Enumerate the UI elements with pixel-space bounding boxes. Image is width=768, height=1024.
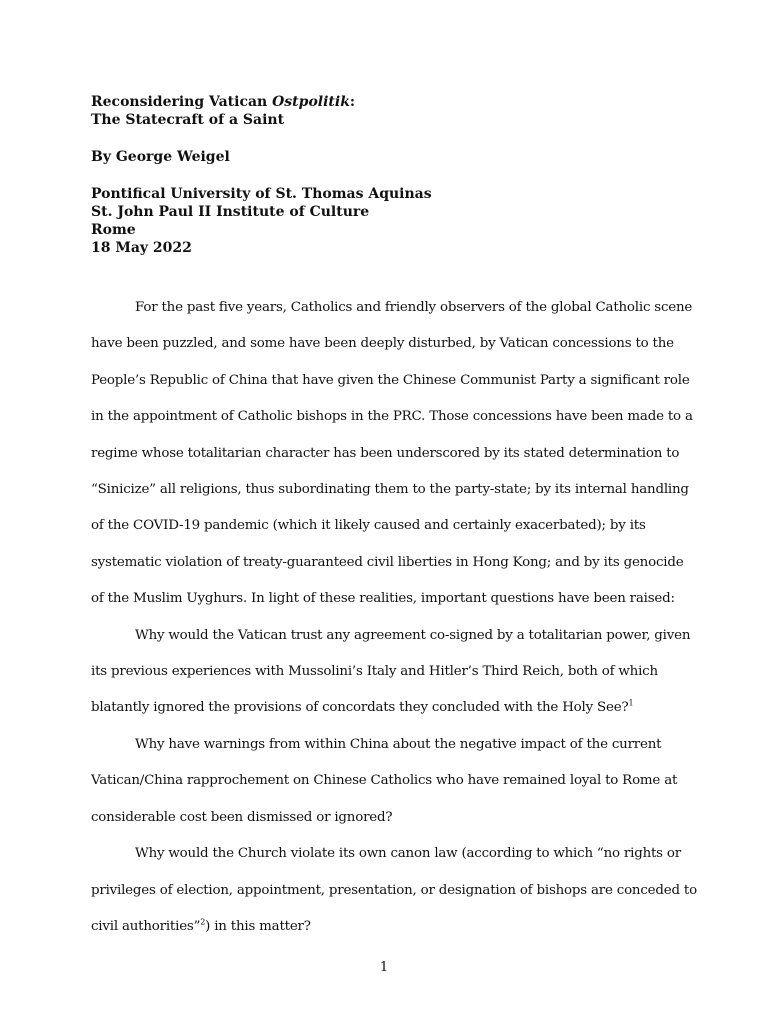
paragraph-line-text: blatantly ignored the provisions of concordats they concluded with the Holy See? [91, 700, 629, 716]
paragraph-line: considerable cost been dismissed or ignored? [91, 809, 393, 825]
paragraph-line-text: civil authorities” [91, 918, 201, 934]
lecture-date: 18 May 2022 [91, 240, 192, 256]
paragraph-line: Why have warnings from within China about the negative impact of the current [135, 736, 662, 752]
paragraph-line: Why would the Church violate its own canon law (according to which “no rights or [135, 846, 681, 862]
paragraph-line: “Sinicize” all religions, thus subordinating them to the party-state; by its internal handling [91, 482, 689, 498]
page-number: 1 [379, 960, 389, 975]
title-suffix: : [349, 94, 356, 110]
footnote-marker[interactable]: 2 [200, 917, 206, 927]
paragraph-line: have been puzzled, and some have been deeply disturbed, by Vatican concessions to the [91, 336, 674, 352]
title-italic-word: Ostpolitik [272, 94, 350, 110]
document-body [91, 290, 697, 945]
footnote-marker[interactable]: 1 [628, 699, 634, 708]
paragraph-intro [91, 290, 693, 618]
byline: By George Weigel [91, 149, 230, 165]
paragraph-line: privileges of election, appointment, presentation, or designation of bishops are conceded to [91, 882, 697, 898]
document-title [91, 93, 691, 111]
paragraph-line: its previous experiences with Mussolini’s Italy and Hitler’s Third Reich, both of which [91, 664, 658, 680]
paragraph-line: For the past five years, Catholics and friendly observers of the global Catholic scene [135, 300, 693, 315]
paragraph-line: Vatican/China rapprochement on Chinese Catholics who have remained loyal to Rome at [91, 773, 678, 789]
paragraph-line: Why would the Vatican trust any agreement co-signed by a totalitarian power, given [135, 627, 691, 643]
paragraph-line: in the appointment of Catholic bishops in the PRC. Those concessions have been made to a [91, 409, 693, 425]
paragraph-line-text: ) in this matter? [205, 918, 311, 934]
paragraph-line [91, 909, 681, 945]
title-prefix: Reconsidering Vatican [91, 94, 273, 110]
paragraph-line: of the Muslim Uyghurs. In light of these realities, important questions have been raised: [91, 591, 675, 607]
paragraph-line: People’s Republic of China that have given the Chinese Communist Party a significant role [91, 372, 690, 388]
document-subtitle: The Statecraft of a Saint [91, 112, 285, 128]
venue-institute: St. John Paul II Institute of Culture [91, 204, 370, 220]
document-header [91, 93, 691, 257]
venue-city: Rome [91, 222, 136, 238]
paragraph-line: regime whose totalitarian character has been underscored by its stated determination to [91, 445, 680, 461]
paragraph-line [91, 690, 681, 726]
paragraph-line: of the COVID-19 pandemic (which it likely caused and certainly exacerbated); by its [91, 518, 646, 534]
paragraph-line: systematic violation of treaty-guaranteed civil liberties in Hong Kong; and by its genocide [91, 554, 684, 570]
paragraph-question-canon-law [91, 836, 697, 945]
paragraph-question-concordats [91, 618, 691, 727]
paragraph-question-warnings [91, 727, 681, 836]
venue-university: Pontifical University of St. Thomas Aquinas [91, 186, 432, 202]
